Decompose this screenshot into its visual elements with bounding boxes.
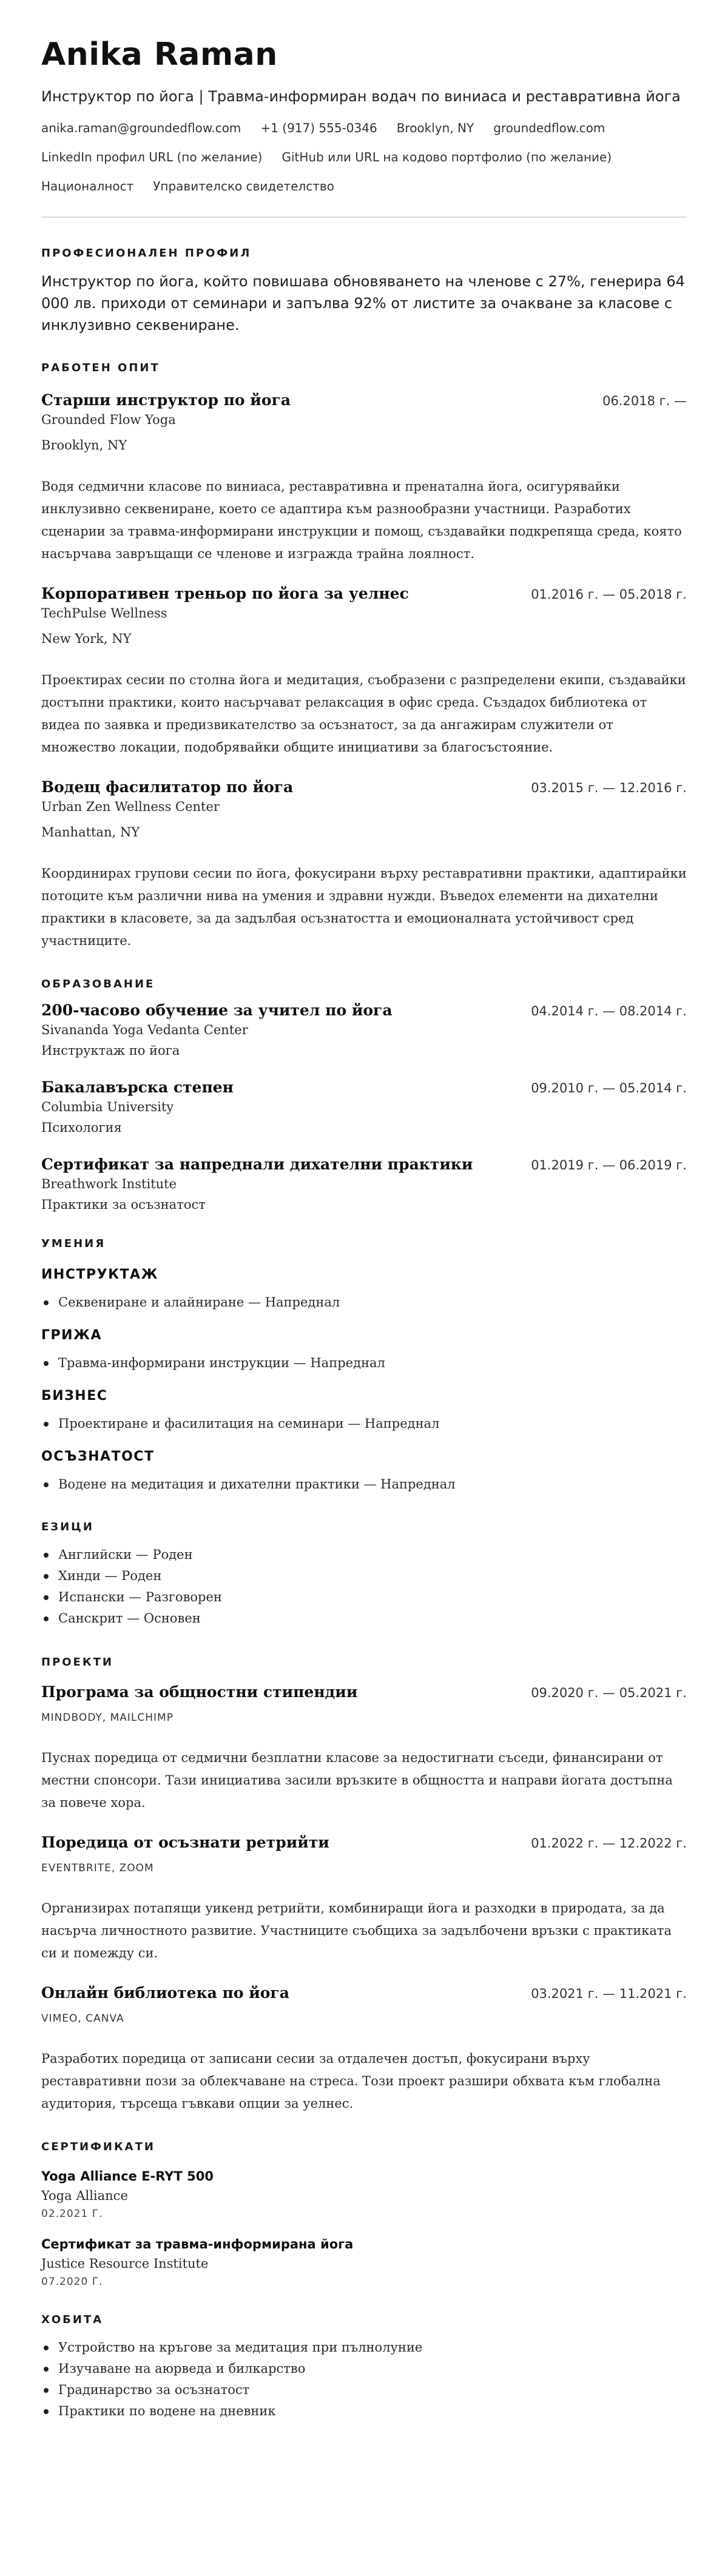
skill-group bbox=[41, 1449, 687, 1495]
skill-category: ГРИЖА bbox=[41, 1328, 103, 1343]
skill-group bbox=[41, 1328, 687, 1374]
project-date: 09.2020 г. — 05.2021 г. bbox=[531, 1686, 687, 1701]
job-date: 03.2015 г. — 12.2016 г. bbox=[531, 781, 687, 796]
project-tech: MINDBODY, MAILCHIMP bbox=[41, 1712, 174, 1724]
degree-title: Бакалавърска степен bbox=[41, 1078, 234, 1097]
project-entry bbox=[41, 1984, 687, 2115]
website-link[interactable]: groundedflow.com bbox=[493, 121, 605, 136]
project-description: Разработих поредица от записани сесии за отдалечен достъп, фокусирани върху реставративни пози за облекчаване на стреса. Този проект разшири обхвата към глобална аудитория, търсеща гъвкави опции за уелнес. bbox=[41, 2051, 661, 2111]
project-description: Организирах потапящи уикенд ретрийти, комбиниращи йога и разходки в природата, за да насърча личностното развитие. Участниците съобщиха за задълбочени връзки с практиката си и помежду си. bbox=[41, 1901, 672, 1961]
section-title: ХОБИТА bbox=[41, 2313, 104, 2327]
candidate-name: Anika Raman bbox=[41, 36, 278, 73]
language-list bbox=[41, 1544, 687, 1629]
education-date: 04.2014 г. — 08.2014 г. bbox=[531, 1004, 687, 1019]
job-description: Проектирах сесии по столна йога и медитация, съобразени с разпределени екипи, създавайки достъпни практики, които насърчават релаксация в офис среда. Създадох библиотека от видеа по заявка и предизвикателство за осъзнатост, за да ангажирам служители от множество локации, подобрявайки общите инициативи за благосъстояние. bbox=[41, 673, 686, 755]
linkedin-link[interactable]: LinkedIn профил URL (по желание) bbox=[41, 150, 263, 165]
skill-category: БИЗНЕС bbox=[41, 1388, 108, 1404]
skill-list bbox=[41, 1474, 687, 1495]
hobby-item: Изучаване на аюрведа и билкарство bbox=[41, 2358, 687, 2379]
phone-link[interactable]: +1 (917) 555-0346 bbox=[260, 121, 377, 136]
project-entry bbox=[41, 1834, 687, 1965]
job-title: Водещ фасилитатор по йога bbox=[41, 778, 294, 796]
section-title: РАБОТЕН ОПИТ bbox=[41, 362, 160, 375]
section-title: ЕЗИЦИ bbox=[41, 1521, 94, 1534]
skill-category: ОСЪЗНАТОСТ bbox=[41, 1449, 155, 1465]
skill-group bbox=[41, 1267, 687, 1313]
certificate-name: Сертификат за травма-информирана йога bbox=[41, 2237, 354, 2252]
certificate-entry bbox=[41, 2237, 687, 2288]
experience-entry bbox=[41, 391, 687, 565]
job-location: New York, NY bbox=[41, 631, 132, 647]
certificate-issuer: Yoga Alliance bbox=[41, 2188, 128, 2204]
experience-entry bbox=[41, 778, 687, 952]
degree-title: Сертификат за напреднали дихателни практики bbox=[41, 1155, 473, 1174]
section-title: СЕРТИФИКАТИ bbox=[41, 2141, 155, 2154]
institution-name: Breathwork Institute bbox=[41, 1177, 177, 1192]
license-text: Управителско свидетелство bbox=[153, 179, 334, 194]
project-entry bbox=[41, 1683, 687, 1814]
hobby-item: Практики по водене на дневник bbox=[41, 2401, 687, 2422]
summary-text: Инструктор по йога, който повишава обновяването на членове с 27%, генерира 64 000 лв. приходи от семинари и запълва 92% от листите за очакване за класове с инклузивно секвениране. bbox=[41, 273, 685, 334]
skill-item: Проектиране и фасилитация на семинари — Напреднал bbox=[41, 1413, 687, 1434]
section-title: ПРОФЕСИОНАЛЕН ПРОФИЛ bbox=[41, 247, 252, 260]
job-date: 01.2016 г. — 05.2018 г. bbox=[531, 587, 687, 602]
company-name: TechPulse Wellness bbox=[41, 606, 167, 621]
language-item: Английски — Роден bbox=[41, 1544, 687, 1565]
company-name: Urban Zen Wellness Center bbox=[41, 799, 220, 815]
certificate-entry bbox=[41, 2169, 687, 2220]
field-of-study: Инструктаж по йога bbox=[41, 1043, 180, 1058]
certificate-date: 07.2020 Г. bbox=[41, 2276, 103, 2288]
certificates-section bbox=[41, 2141, 687, 2288]
contact-row bbox=[41, 121, 687, 135]
job-title: Корпоративен треньор по йога за уелнес bbox=[41, 585, 409, 603]
field-of-study: Практики за осъзнатост bbox=[41, 1197, 206, 1212]
skill-list bbox=[41, 1353, 687, 1374]
section-title: ПРОЕКТИ bbox=[41, 1656, 113, 1669]
institution-name: Sivananda Yoga Vedanta Center bbox=[41, 1023, 248, 1038]
job-location: Manhattan, NY bbox=[41, 825, 140, 840]
education-entry bbox=[41, 1078, 687, 1135]
summary-section bbox=[41, 247, 687, 336]
skill-list bbox=[41, 1292, 687, 1313]
education-section bbox=[41, 978, 687, 1212]
job-description: Координирах групови сесии по йога, фокусирани върху реставративни практики, адаптирайки потоците към различни нива на умения и здравни нужди. Въведох елементи на дихателни практики в класовете, за да задълбая осъзнатостта и емоционалната устойчивост сред участниците. bbox=[41, 866, 687, 949]
skill-item: Водене на медитация и дихателни практики — Напреднал bbox=[41, 1474, 687, 1495]
location-text: Brooklyn, NY bbox=[396, 121, 474, 136]
education-date: 09.2010 г. — 05.2014 г. bbox=[531, 1081, 687, 1096]
experience-section bbox=[41, 362, 687, 952]
education-date: 01.2019 г. — 06.2019 г. bbox=[531, 1158, 687, 1173]
profiles-row bbox=[41, 150, 687, 164]
project-date: 01.2022 г. — 12.2022 г. bbox=[531, 1836, 687, 1851]
project-date: 03.2021 г. — 11.2021 г. bbox=[531, 1986, 687, 2002]
extra-info-row bbox=[41, 179, 687, 193]
header-divider bbox=[41, 217, 687, 218]
language-item: Хинди — Роден bbox=[41, 1565, 687, 1587]
institution-name: Columbia University bbox=[41, 1100, 174, 1115]
email-link[interactable]: anika.raman@groundedflow.com bbox=[41, 121, 241, 136]
resume-header bbox=[41, 38, 687, 193]
section-title: ОБРАЗОВАНИЕ bbox=[41, 978, 155, 991]
education-entry bbox=[41, 1155, 687, 1212]
job-title: Старши инструктор по йога bbox=[41, 391, 291, 409]
certificate-name: Yoga Alliance E-RYT 500 bbox=[41, 2169, 214, 2184]
company-name: Grounded Flow Yoga bbox=[41, 412, 176, 428]
headline: Инструктор по йога | Травма-информиран водач по виниаса и реставративна йога bbox=[41, 88, 681, 106]
hobby-item: Устройство на кръгове за медитация при пълнолуние bbox=[41, 2337, 687, 2358]
skills-section bbox=[41, 1237, 687, 1495]
project-title: Програма за общностни стипендии bbox=[41, 1683, 358, 1701]
job-date: 06.2018 г. — bbox=[602, 394, 687, 409]
field-of-study: Психология bbox=[41, 1120, 122, 1135]
skill-category: ИНСТРУКТАЖ bbox=[41, 1267, 159, 1283]
language-item: Санскрит — Основен bbox=[41, 1608, 687, 1629]
project-title: Поредица от осъзнати ретрийти bbox=[41, 1834, 329, 1852]
skill-item: Травма-информирани инструкции — Напреднал bbox=[41, 1353, 687, 1374]
github-link[interactable]: GitHub или URL на кодово портфолио (по желание) bbox=[281, 150, 612, 165]
projects-section bbox=[41, 1656, 687, 2115]
skill-list bbox=[41, 1413, 687, 1434]
skill-group bbox=[41, 1388, 687, 1434]
project-description: Пуснах поредица от седмични безплатни класове за недостигнати съседи, финансирани от местни спонсори. Тази инициатива засили връзките в общността и направи йогата достъпна за повече хора. bbox=[41, 1750, 673, 1811]
project-tech: EVENTBRITE, ZOOM bbox=[41, 1862, 154, 1875]
project-tech: VIMEO, CANVA bbox=[41, 2013, 124, 2025]
project-title: Онлайн библиотека по йога bbox=[41, 1984, 289, 2002]
certificate-date: 02.2021 Г. bbox=[41, 2208, 103, 2221]
experience-entry bbox=[41, 585, 687, 759]
language-item: Испански — Разговорен bbox=[41, 1587, 687, 1608]
hobbies-section bbox=[41, 2313, 687, 2422]
nationality-text: Националност bbox=[41, 179, 134, 194]
degree-title: 200-часово обучение за учител по йога bbox=[41, 1001, 393, 1020]
languages-section bbox=[41, 1521, 687, 1629]
job-description: Водя седмични класове по виниаса, реставративна и пренатална йога, осигурявайки инклузивно секвениране, което се адаптира към разнообразни участници. Разработих сценарии за травма-информирани инструкции и помощ, създавайки подкрепяща среда, която насърчава завръщащи се членове и изгражда трайна лоялност. bbox=[41, 479, 682, 562]
skill-item: Секвениране и алайниране — Напреднал bbox=[41, 1292, 687, 1313]
job-location: Brooklyn, NY bbox=[41, 438, 127, 453]
hobby-list bbox=[41, 2337, 687, 2422]
hobby-item: Градинарство за осъзнатост bbox=[41, 2379, 687, 2401]
education-entry bbox=[41, 1001, 687, 1058]
certificate-issuer: Justice Resource Institute bbox=[41, 2256, 209, 2272]
section-title: УМЕНИЯ bbox=[41, 1237, 106, 1251]
